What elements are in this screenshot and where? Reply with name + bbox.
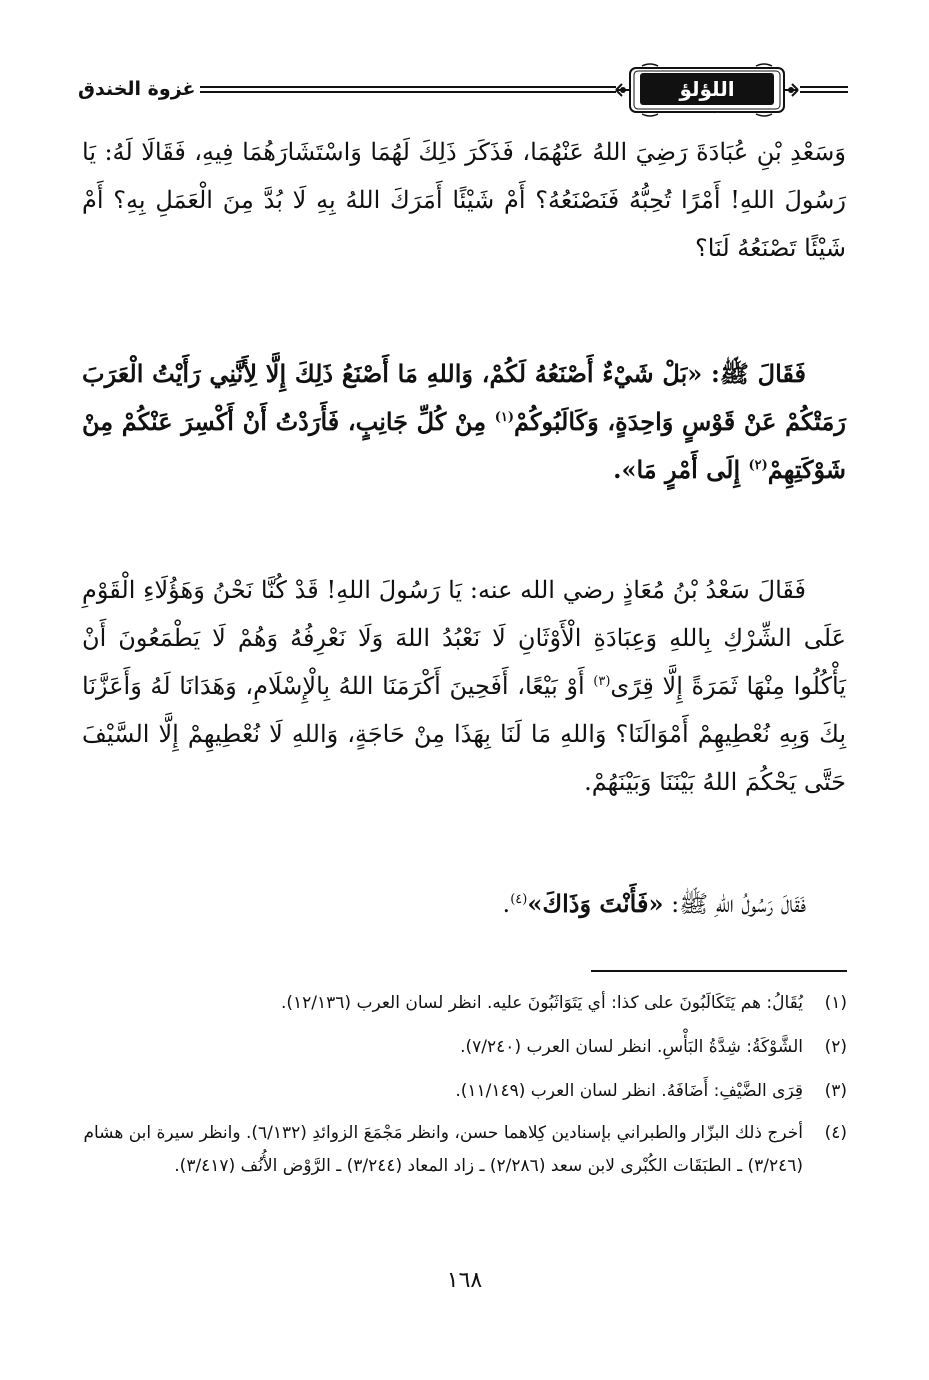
paragraph-2 bbox=[82, 350, 846, 494]
footnote-separator bbox=[591, 970, 847, 972]
footnote-number: (٢) bbox=[824, 1037, 847, 1057]
footnote-number: (٤) bbox=[824, 1123, 847, 1143]
book-title: اللؤلؤ المكنون bbox=[640, 73, 774, 105]
running-header bbox=[78, 62, 848, 133]
paragraph-4-part-a: فَقَالَ رَسُولُ اللهِ ﷺ: bbox=[663, 890, 806, 918]
title-badge bbox=[612, 62, 802, 133]
paragraph-4-quote: «فَأَنْتَ وَذَاكَ» bbox=[527, 889, 664, 918]
footnote-text: قِرَى الضَّيْفِ: أَضَافَهُ. انظر لسان العرب (١١/١٤٩). bbox=[455, 1081, 803, 1101]
paragraph-3-part-b: أَوْ بَيْعًا، أَفَحِينَ أَكْرَمَنَا اللهُ بِالْإِسْلَامِ، وَهَدَانَا لَهُ وَأَعَزَّنَا بِكَ وَبِهِ نُعْطِيهِمْ أَمْوَالَنَا؟ وَاللهِ مَا لَنَا بِهَذَا مِنْ حَاجَةٍ، وَاللهِ لَا نُعْطِيهِمْ إِلَّا السَّيْفَ حَتَّى يَحْكُمَ اللهُ بَيْنَنَا وَبَيْنَهُمْ. bbox=[82, 672, 846, 796]
footnote-ref-2: (٢) bbox=[748, 458, 768, 473]
paragraph-2-part-a: فَقَالَ ﷺ: «بَلْ شَيْءٌ أَصْنَعُهُ لَكُمْ، وَاللهِ مَا أَصْنَعُ ذَلِكَ إِلَّا لِأَنَّنِي رَأَيْتُ الْعَرَبَ رَمَتْكُمْ عَنْ قَوْسٍ وَاحِدَةٍ، وَكَالَبُوكُمْ bbox=[82, 359, 846, 436]
section-title: غزوة الخندق bbox=[78, 78, 196, 100]
paragraph-2-part-b: مِنْ كُلِّ جَانِبٍ، فَأَرَدْتُ أَنْ أَكْسِرَ عَنْكُمْ مِنْ شَوْكَتِهِمْ bbox=[82, 407, 846, 484]
footnote-4 bbox=[82, 1117, 847, 1183]
footnote-text: الشَّوْكَةُ: شِدَّةُ البَأْسِ. انظر لسان العرب (٧/٢٤٠). bbox=[460, 1037, 803, 1057]
footnote-text: أخرج ذلك البزّار والطبراني بإسنادين كِلاهما حسن، وانظر مَجْمَعَ الزوائدِ (٦/١٣٢). وانظر سيرة ابن هشام (٣/٢٤٦) ـ الطبَقَات الكُبْرى لابن سعد (٢/٢٨٦) ـ زاد المعاد (٣/٢٤٤) ـ الرَّوْض الأُنُف (٣/٤١٧). bbox=[83, 1123, 803, 1176]
page-number: ١٦٨ bbox=[446, 1268, 483, 1293]
paragraph-3-part-a: فَقَالَ سَعْدُ بْنُ مُعَاذٍ رضي الله عنه: يَا رَسُولَ اللهِ! قَدْ كُنَّا نَحْنُ وَهَؤُلَاءِ الْقَوْمِ عَلَى الشِّرْكِ بِاللهِ وَعِبَادَةِ الْأَوْثَانِ لَا نَعْبُدُ اللهَ وَلَا نَعْرِفُهُ وَهُمْ لَا يَطْمَعُونَ أَنْ يَأْكُلُوا مِنْهَا ثَمَرَةً إِلَّا قِرًى bbox=[82, 576, 846, 700]
footnote-ref-3: (٣) bbox=[593, 674, 611, 689]
footnote-3 bbox=[82, 1073, 847, 1109]
paragraph-1: وَسَعْدِ بْنِ عُبَادَةَ رَضِيَ اللهُ عَنْهُمَا، فَذَكَرَ ذَلِكَ لَهُمَا وَاسْتَشَارَهُمَا فِيهِ، فَقَالَا لَهُ: يَا رَسُولَ اللهِ! أَمْرًا تُحِبُّهُ فَنَصْنَعُهُ؟ أَمْ شَيْئًا أَمَرَكَ اللهُ بِهِ لَا بُدَّ مِنَ الْعَمَلِ بِهِ؟ أَمْ شَيْئًا تَصْنَعُهُ لَنَا؟ bbox=[82, 138, 847, 262]
footnote-text: يُقَالُ: هم يَتَكَالَبُونَ على كذا: أي يَتَوَاثَبُونَ عليه. انظر لسان العرب (١٢/١٣٦). bbox=[280, 993, 803, 1013]
footnote-1 bbox=[82, 985, 847, 1021]
footnote-number: (١) bbox=[824, 993, 847, 1013]
paragraph-4 bbox=[82, 880, 846, 928]
paragraph-4-part-c: . bbox=[502, 890, 511, 918]
footnote-number: (٣) bbox=[824, 1081, 847, 1101]
header-rule-right bbox=[800, 86, 848, 93]
footnote-2 bbox=[82, 1029, 847, 1065]
paragraph-2-part-c: إِلَى أَمْرٍ مَا». bbox=[613, 455, 749, 484]
footnote-ref-1: (١) bbox=[494, 410, 515, 425]
header-rule-left bbox=[200, 86, 616, 93]
footnotes bbox=[82, 985, 847, 1191]
footnote-ref-4: (٤) bbox=[510, 892, 528, 907]
paragraph-3 bbox=[82, 566, 846, 806]
